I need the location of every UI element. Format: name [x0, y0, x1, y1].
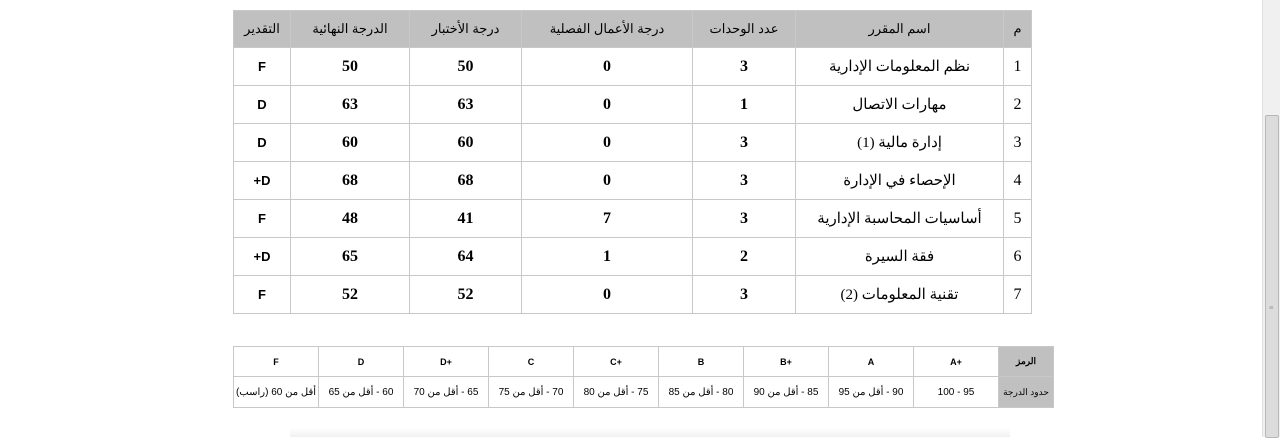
- course-name: الإحصاء في الإدارة: [796, 162, 1004, 200]
- legend-symbol: D: [319, 347, 404, 377]
- scrollbar-thumb[interactable]: [1265, 115, 1279, 438]
- course-name: فقة السيرة: [796, 238, 1004, 276]
- final-value: 63: [291, 86, 410, 124]
- header-course: اسم المقرر: [796, 11, 1004, 48]
- exam-value: 60: [410, 124, 522, 162]
- table-row: [234, 124, 1032, 162]
- grade-value: F: [234, 200, 291, 238]
- grade-legend-table: [233, 346, 1054, 408]
- header-grade: التقدير: [234, 11, 291, 48]
- grade-value: D+: [234, 162, 291, 200]
- legend-symbol: C+: [574, 347, 659, 377]
- final-value: 65: [291, 238, 410, 276]
- legend-range-label: حدود الدرجة: [999, 377, 1054, 408]
- row-num: 4: [1004, 162, 1032, 200]
- coursework-value: 1: [522, 238, 693, 276]
- units-value: 1: [693, 86, 796, 124]
- legend-ranges-row: [234, 377, 1054, 408]
- final-value: 50: [291, 48, 410, 86]
- header-exam: درجة الأختبار: [410, 11, 522, 48]
- table-row: [234, 238, 1032, 276]
- legend-symbol: B: [659, 347, 744, 377]
- legend-range: 90 - أقل من 95: [829, 377, 914, 408]
- legend-symbol: C: [489, 347, 574, 377]
- units-value: 3: [693, 200, 796, 238]
- legend-range: 60 - أقل من 65: [319, 377, 404, 408]
- exam-value: 68: [410, 162, 522, 200]
- course-name: نظم المعلومات الإدارية: [796, 48, 1004, 86]
- course-name: مهارات الاتصال: [796, 86, 1004, 124]
- legend-range: 65 - أقل من 70: [404, 377, 489, 408]
- row-num: 7: [1004, 276, 1032, 314]
- exam-value: 52: [410, 276, 522, 314]
- legend-range: 80 - أقل من 85: [659, 377, 744, 408]
- header-coursework: درجة الأعمال الفصلية: [522, 11, 693, 48]
- coursework-value: 0: [522, 124, 693, 162]
- units-value: 3: [693, 48, 796, 86]
- final-value: 60: [291, 124, 410, 162]
- legend-range: أقل من 60 (راسب): [234, 377, 319, 408]
- grade-value: F: [234, 276, 291, 314]
- legend-symbols-row: [234, 347, 1054, 377]
- legend-range: 70 - أقل من 75: [489, 377, 574, 408]
- grade-value: F: [234, 48, 291, 86]
- table-row: [234, 162, 1032, 200]
- course-name: إدارة مالية (1): [796, 124, 1004, 162]
- grip-icon: ≡: [1269, 303, 1274, 312]
- units-value: 3: [693, 276, 796, 314]
- coursework-value: 0: [522, 162, 693, 200]
- grade-value: D: [234, 124, 291, 162]
- final-value: 52: [291, 276, 410, 314]
- legend-range: 75 - أقل من 80: [574, 377, 659, 408]
- final-value: 48: [291, 200, 410, 238]
- legend-symbol: A+: [914, 347, 999, 377]
- legend-symbol-label: الرمز: [999, 347, 1054, 377]
- table-row: [234, 276, 1032, 314]
- units-value: 3: [693, 124, 796, 162]
- exam-value: 64: [410, 238, 522, 276]
- row-num: 3: [1004, 124, 1032, 162]
- table-row: [234, 48, 1032, 86]
- faded-footer-text: [290, 428, 1010, 437]
- exam-value: 63: [410, 86, 522, 124]
- legend-symbol: A: [829, 347, 914, 377]
- grades-table: [233, 10, 1032, 314]
- coursework-value: 0: [522, 48, 693, 86]
- final-value: 68: [291, 162, 410, 200]
- table-row: [234, 86, 1032, 124]
- grades-header-row: [234, 11, 1032, 48]
- units-value: 2: [693, 238, 796, 276]
- course-name: تقنية المعلومات (2): [796, 276, 1004, 314]
- row-num: 2: [1004, 86, 1032, 124]
- grade-value: D+: [234, 238, 291, 276]
- exam-value: 41: [410, 200, 522, 238]
- row-num: 5: [1004, 200, 1032, 238]
- exam-value: 50: [410, 48, 522, 86]
- course-name: أساسيات المحاسبة الإدارية: [796, 200, 1004, 238]
- vertical-scrollbar[interactable]: [1262, 0, 1280, 437]
- units-value: 3: [693, 162, 796, 200]
- coursework-value: 0: [522, 86, 693, 124]
- header-final: الدرجة النهائية: [291, 11, 410, 48]
- coursework-value: 0: [522, 276, 693, 314]
- header-num: م: [1004, 11, 1032, 48]
- grade-value: D: [234, 86, 291, 124]
- table-row: [234, 200, 1032, 238]
- row-num: 6: [1004, 238, 1032, 276]
- header-units: عدد الوحدات: [693, 11, 796, 48]
- legend-range: 85 - أقل من 90: [744, 377, 829, 408]
- coursework-value: 7: [522, 200, 693, 238]
- row-num: 1: [1004, 48, 1032, 86]
- legend-symbol: B+: [744, 347, 829, 377]
- legend-range: 95 - 100: [914, 377, 999, 408]
- legend-symbol: D+: [404, 347, 489, 377]
- legend-symbol: F: [234, 347, 319, 377]
